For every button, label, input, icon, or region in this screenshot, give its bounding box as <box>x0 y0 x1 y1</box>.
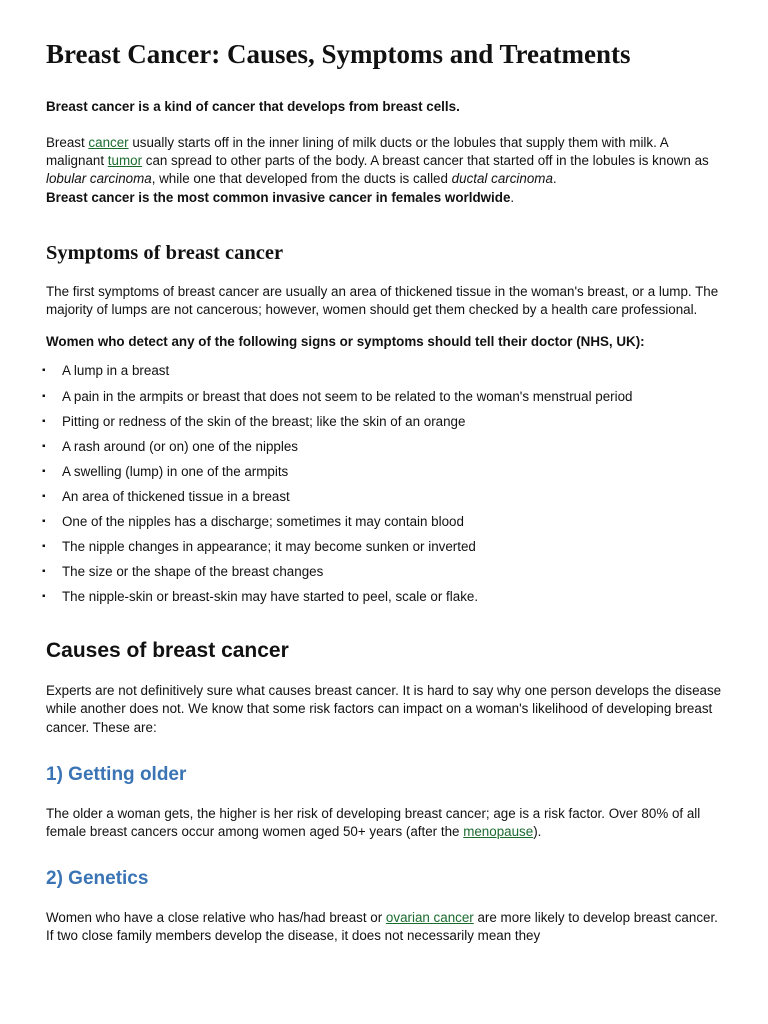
intro-paragraph: Breast cancer usually starts off in the inner lining of milk ducts or the lobules that supply them with milk. A malignant tumor can spread to other parts of the body. A breast cancer that started off in the lobules is known as lobular carcinoma, while one that developed from the ducts is called ductal carcinoma. Breast cancer is the most common invasive cancer in females worldwide. <box>46 135 709 205</box>
symptom-text: The nipple changes in appearance; it may become sunken or inverted <box>62 539 476 555</box>
ductal-carcinoma-term: ductal carcinoma <box>451 171 553 187</box>
intro-lead: Breast cancer is a kind of cancer that develops from breast cells. <box>46 99 460 114</box>
symptom-text: A rash around (or on) one of the nipples <box>62 438 298 454</box>
symptom-item <box>42 388 722 406</box>
bullet-icon: ▪ <box>42 515 46 527</box>
page-title: Breast Cancer: Causes, Symptoms and Treatments <box>46 39 631 69</box>
symptom-item <box>42 513 722 531</box>
lobular-carcinoma-term: lobular carcinoma <box>46 171 152 187</box>
symptom-item <box>42 362 722 380</box>
bullet-icon: ▪ <box>42 541 46 553</box>
bullet-icon: ▪ <box>42 591 46 603</box>
symptom-text: The size or the shape of the breast changes <box>62 564 324 580</box>
cancer-link[interactable]: cancer <box>88 135 129 150</box>
symptom-item <box>42 438 722 456</box>
symptom-item <box>42 463 722 481</box>
symptoms-lead: Women who detect any of the following signs or symptoms should tell their doctor (NHS, UK): <box>46 334 645 350</box>
most-common-statement: Breast cancer is the most common invasive cancer in females worldwide <box>46 189 511 205</box>
symptom-text: A swelling (lump) in one of the armpits <box>62 463 289 479</box>
symptoms-list <box>42 362 722 606</box>
genetics-heading: 2) Genetics <box>46 868 149 890</box>
symptom-text: One of the nipples has a discharge; sometimes it may contain blood <box>62 513 464 529</box>
symptom-item <box>42 413 722 431</box>
symptom-item <box>42 538 722 556</box>
genetics-paragraph: Women who have a close relative who has/had breast or ovarian cancer are more likely to develop breast cancer. If two close family members develop the disease, it does not necessarily mean they <box>46 910 718 944</box>
bullet-icon: ▪ <box>42 365 46 377</box>
symptom-item <box>42 563 722 581</box>
causes-heading: Causes of breast cancer <box>46 639 289 663</box>
menopause-link[interactable]: menopause <box>463 824 534 840</box>
bullet-icon: ▪ <box>42 566 46 578</box>
bullet-icon: ▪ <box>42 465 46 477</box>
getting-older-heading: 1) Getting older <box>46 763 187 785</box>
symptom-text: Pitting or redness of the skin of the breast; like the skin of an orange <box>62 413 466 429</box>
ovarian-cancer-link[interactable]: ovarian cancer <box>385 910 474 926</box>
bullet-icon: ▪ <box>42 390 46 402</box>
symptoms-paragraph: The first symptoms of breast cancer are usually an area of thickened tissue in the woman's breast, or a lump. The majority of lumps are not cancerous; however, women should get them checked by a health care professional. <box>46 283 719 318</box>
symptom-text: A pain in the armpits or breast that does not seem to be related to the woman's menstrual period <box>62 388 633 404</box>
symptom-text: A lump in a breast <box>62 363 170 379</box>
bullet-icon: ▪ <box>42 415 46 427</box>
bullet-icon: ▪ <box>42 440 46 452</box>
tumor-link[interactable]: tumor <box>107 153 143 169</box>
symptom-item <box>42 488 722 506</box>
bullet-icon: ▪ <box>42 490 46 502</box>
symptom-text: The nipple-skin or breast-skin may have started to peel, scale or flake. <box>62 589 479 605</box>
symptom-item <box>42 588 722 606</box>
getting-older-paragraph: The older a woman gets, the higher is her risk of developing breast cancer; age is a risk factor. Over 80% of all female breast cancers occur among women aged 50+ years (after the menopause). <box>46 805 701 840</box>
causes-paragraph: Experts are not definitively sure what causes breast cancer. It is hard to say why one person develops the disease while another does not. We know that some risk factors can impact on a woman's likelihood of developing breast cancer. These are: <box>46 683 722 735</box>
symptom-text: An area of thickened tissue in a breast <box>62 488 290 504</box>
symptoms-heading: Symptoms of breast cancer <box>46 241 284 264</box>
